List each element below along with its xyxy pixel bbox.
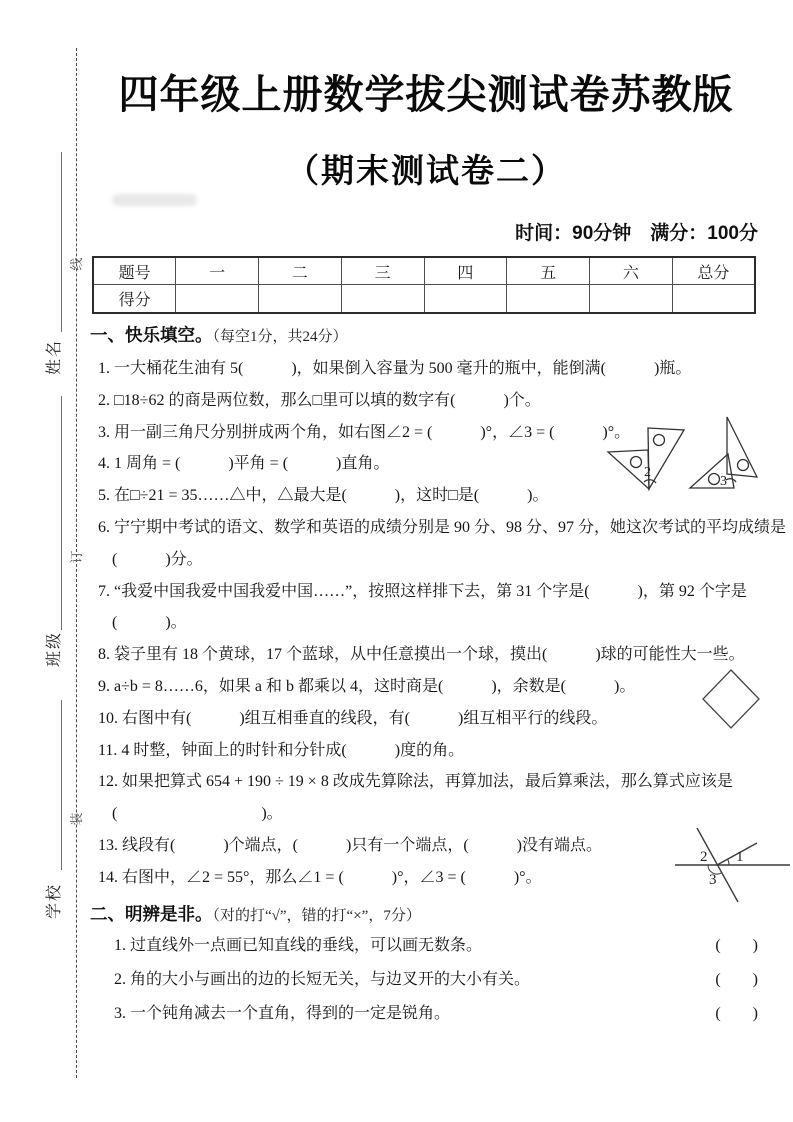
right-pair-tall-triangle xyxy=(727,417,757,477)
score-cell xyxy=(672,285,755,314)
binding-char-xian: 线 xyxy=(69,257,84,271)
question-9: 9. a÷b = 8……6，如果 a 和 b 都乘以 4，这时商是( )，余数是( )。 xyxy=(98,677,636,695)
angle3-arc xyxy=(726,479,736,482)
section1-heading xyxy=(90,323,762,349)
question-10: 10. 右图中有( )组互相垂直的线段，有( )组互相平行的线段。 xyxy=(98,709,608,727)
question-7-cont: ( )。 xyxy=(112,614,187,632)
tf-question-2 xyxy=(90,963,762,997)
question-3: 3. 用一副三角尺分别拼成两个角，如右图∠2 = ( )°，∠3 = ( )°。 xyxy=(98,423,631,441)
class-fill-line xyxy=(61,396,62,630)
score-table-header: 四 xyxy=(424,257,507,285)
question-12-cont: ( )。 xyxy=(112,805,283,823)
school-field-label: 学校 xyxy=(46,883,63,920)
diamond-shape xyxy=(703,670,759,728)
score-table-header: 二 xyxy=(259,257,342,285)
true-false-questions xyxy=(90,929,762,1031)
tf-question-2-text: 2. 角的大小与画出的边的长短无关，与边叉开的大小有关。 xyxy=(114,970,531,988)
score-cell xyxy=(176,285,259,314)
section1-heading-note: （每空1分，共24分） xyxy=(212,329,348,345)
angle-diagram-figure xyxy=(666,812,793,907)
tf-question-1 xyxy=(90,929,762,963)
section2-heading-text: 二、明辨是非。 xyxy=(90,903,213,924)
angle-diagram-svg xyxy=(666,812,793,907)
angle1-arc xyxy=(728,859,730,865)
tf-question-3-answer-blank: ( ) xyxy=(715,1004,758,1022)
set-square-pairs-figure xyxy=(600,404,790,509)
name-fill-line xyxy=(61,152,62,332)
triangle-hole xyxy=(631,457,642,468)
score-cell xyxy=(590,285,673,314)
score-table-header-row xyxy=(93,257,755,285)
triangle-hole xyxy=(738,460,749,471)
angle2-label: 2 xyxy=(700,849,708,865)
left-pair-tall-triangle xyxy=(648,428,684,489)
score-table-header: 六 xyxy=(590,257,673,285)
score-cell xyxy=(341,285,424,314)
question-14: 14. 右图中，∠2 = 55°，那么∠1 = ( )°，∠3 = ( )°。 xyxy=(98,868,542,886)
tf-question-1-text: 1. 过直线外一点画已知直线的垂线，可以画无数条。 xyxy=(114,936,483,954)
tf-question-2-answer-blank: ( ) xyxy=(715,970,758,988)
score-row-label: 得分 xyxy=(93,285,176,314)
triangle-hole xyxy=(709,474,720,485)
page-subtitle: （期末测试卷二） xyxy=(286,152,566,189)
section2-heading-note: （对的打“√”，错的打“×”，7分） xyxy=(212,907,421,924)
question-2: 2. □18÷62 的商是两位数，那么□里可以填的数字有( )个。 xyxy=(98,391,541,409)
question-8: 8. 袋子里有 18 个黄球，17 个蓝球，从中任意摸出一个球，摸出( )球的可能性大一些。 xyxy=(98,646,745,664)
name-field-label: 姓名 xyxy=(46,339,63,376)
score-cell xyxy=(424,285,507,314)
score-table-header: 五 xyxy=(507,257,590,285)
triangle-hole xyxy=(654,435,665,446)
page-title: 四年级上册数学拔尖测试卷苏教版 xyxy=(118,73,734,117)
binding-char-ding: 订 xyxy=(69,550,84,564)
diamond-figure xyxy=(698,665,764,733)
question-6-cont: ( )分。 xyxy=(112,550,203,568)
angle2-label: 2 xyxy=(644,465,651,480)
tf-question-1-answer-blank: ( ) xyxy=(715,936,758,954)
score-table-header: 题号 xyxy=(93,257,176,285)
section2-heading xyxy=(90,902,762,928)
question-13: 13. 线段有( )个端点，( )只有一个端点，( )没有端点。 xyxy=(98,836,602,854)
score-table-header: 一 xyxy=(176,257,259,285)
score-table-score-row xyxy=(93,285,755,314)
question-7: 7. “我爱中国我爱中国我爱中国……”，按照这样排下去，第 31 个字是( )，第 92 个字是 xyxy=(98,582,747,600)
class-field-label: 班级 xyxy=(46,631,63,668)
left-pair-flat-triangle xyxy=(608,450,649,489)
time-score-meta: 时间：90分钟 满分：100分 xyxy=(515,223,758,244)
tf-question-3-text: 3. 一个钝角减去一个直角，得到的一定是锐角。 xyxy=(114,1004,451,1022)
angle3-label: 3 xyxy=(720,474,727,489)
question-12: 12. 如果把算式 654 + 190 ÷ 19 × 8 改成先算除法，再算加法，最后算乘法，那么算式应该是 xyxy=(98,773,733,791)
question-1: 1. 一大桶花生油有 5( )，如果倒入容量为 500 毫升的瓶中，能倒满( )瓶。 xyxy=(98,360,692,377)
score-table-header: 总分 xyxy=(672,257,755,285)
question-6: 6. 宁宁期中考试的语文、数学和英语的成绩分别是 90 分、98 分、97 分，她这次考试的平均成绩是 xyxy=(98,518,787,536)
score-table-header: 三 xyxy=(341,257,424,285)
binding-char-zhuang: 装 xyxy=(69,812,84,826)
question-4: 4. 1 周角 = ( )平角 = ( )直角。 xyxy=(98,455,390,473)
score-table xyxy=(92,256,756,314)
question-5: 5. 在□÷21 = 35……△中，△最大是( )，这时□是( )。 xyxy=(98,487,549,505)
question-11: 11. 4 时整，钟面上的时针和分针成( )度的角。 xyxy=(98,741,465,759)
main-column xyxy=(90,0,787,1031)
angle3-label: 3 xyxy=(709,872,717,888)
angle1-label: 1 xyxy=(736,849,744,865)
tf-question-3 xyxy=(90,997,762,1031)
school-fill-line xyxy=(61,700,62,870)
diamond-svg xyxy=(698,665,764,733)
set-square-pairs-svg xyxy=(600,404,790,509)
score-cell xyxy=(259,285,342,314)
score-cell xyxy=(507,285,590,314)
section1-heading-text: 一、快乐填空。 xyxy=(90,325,213,345)
